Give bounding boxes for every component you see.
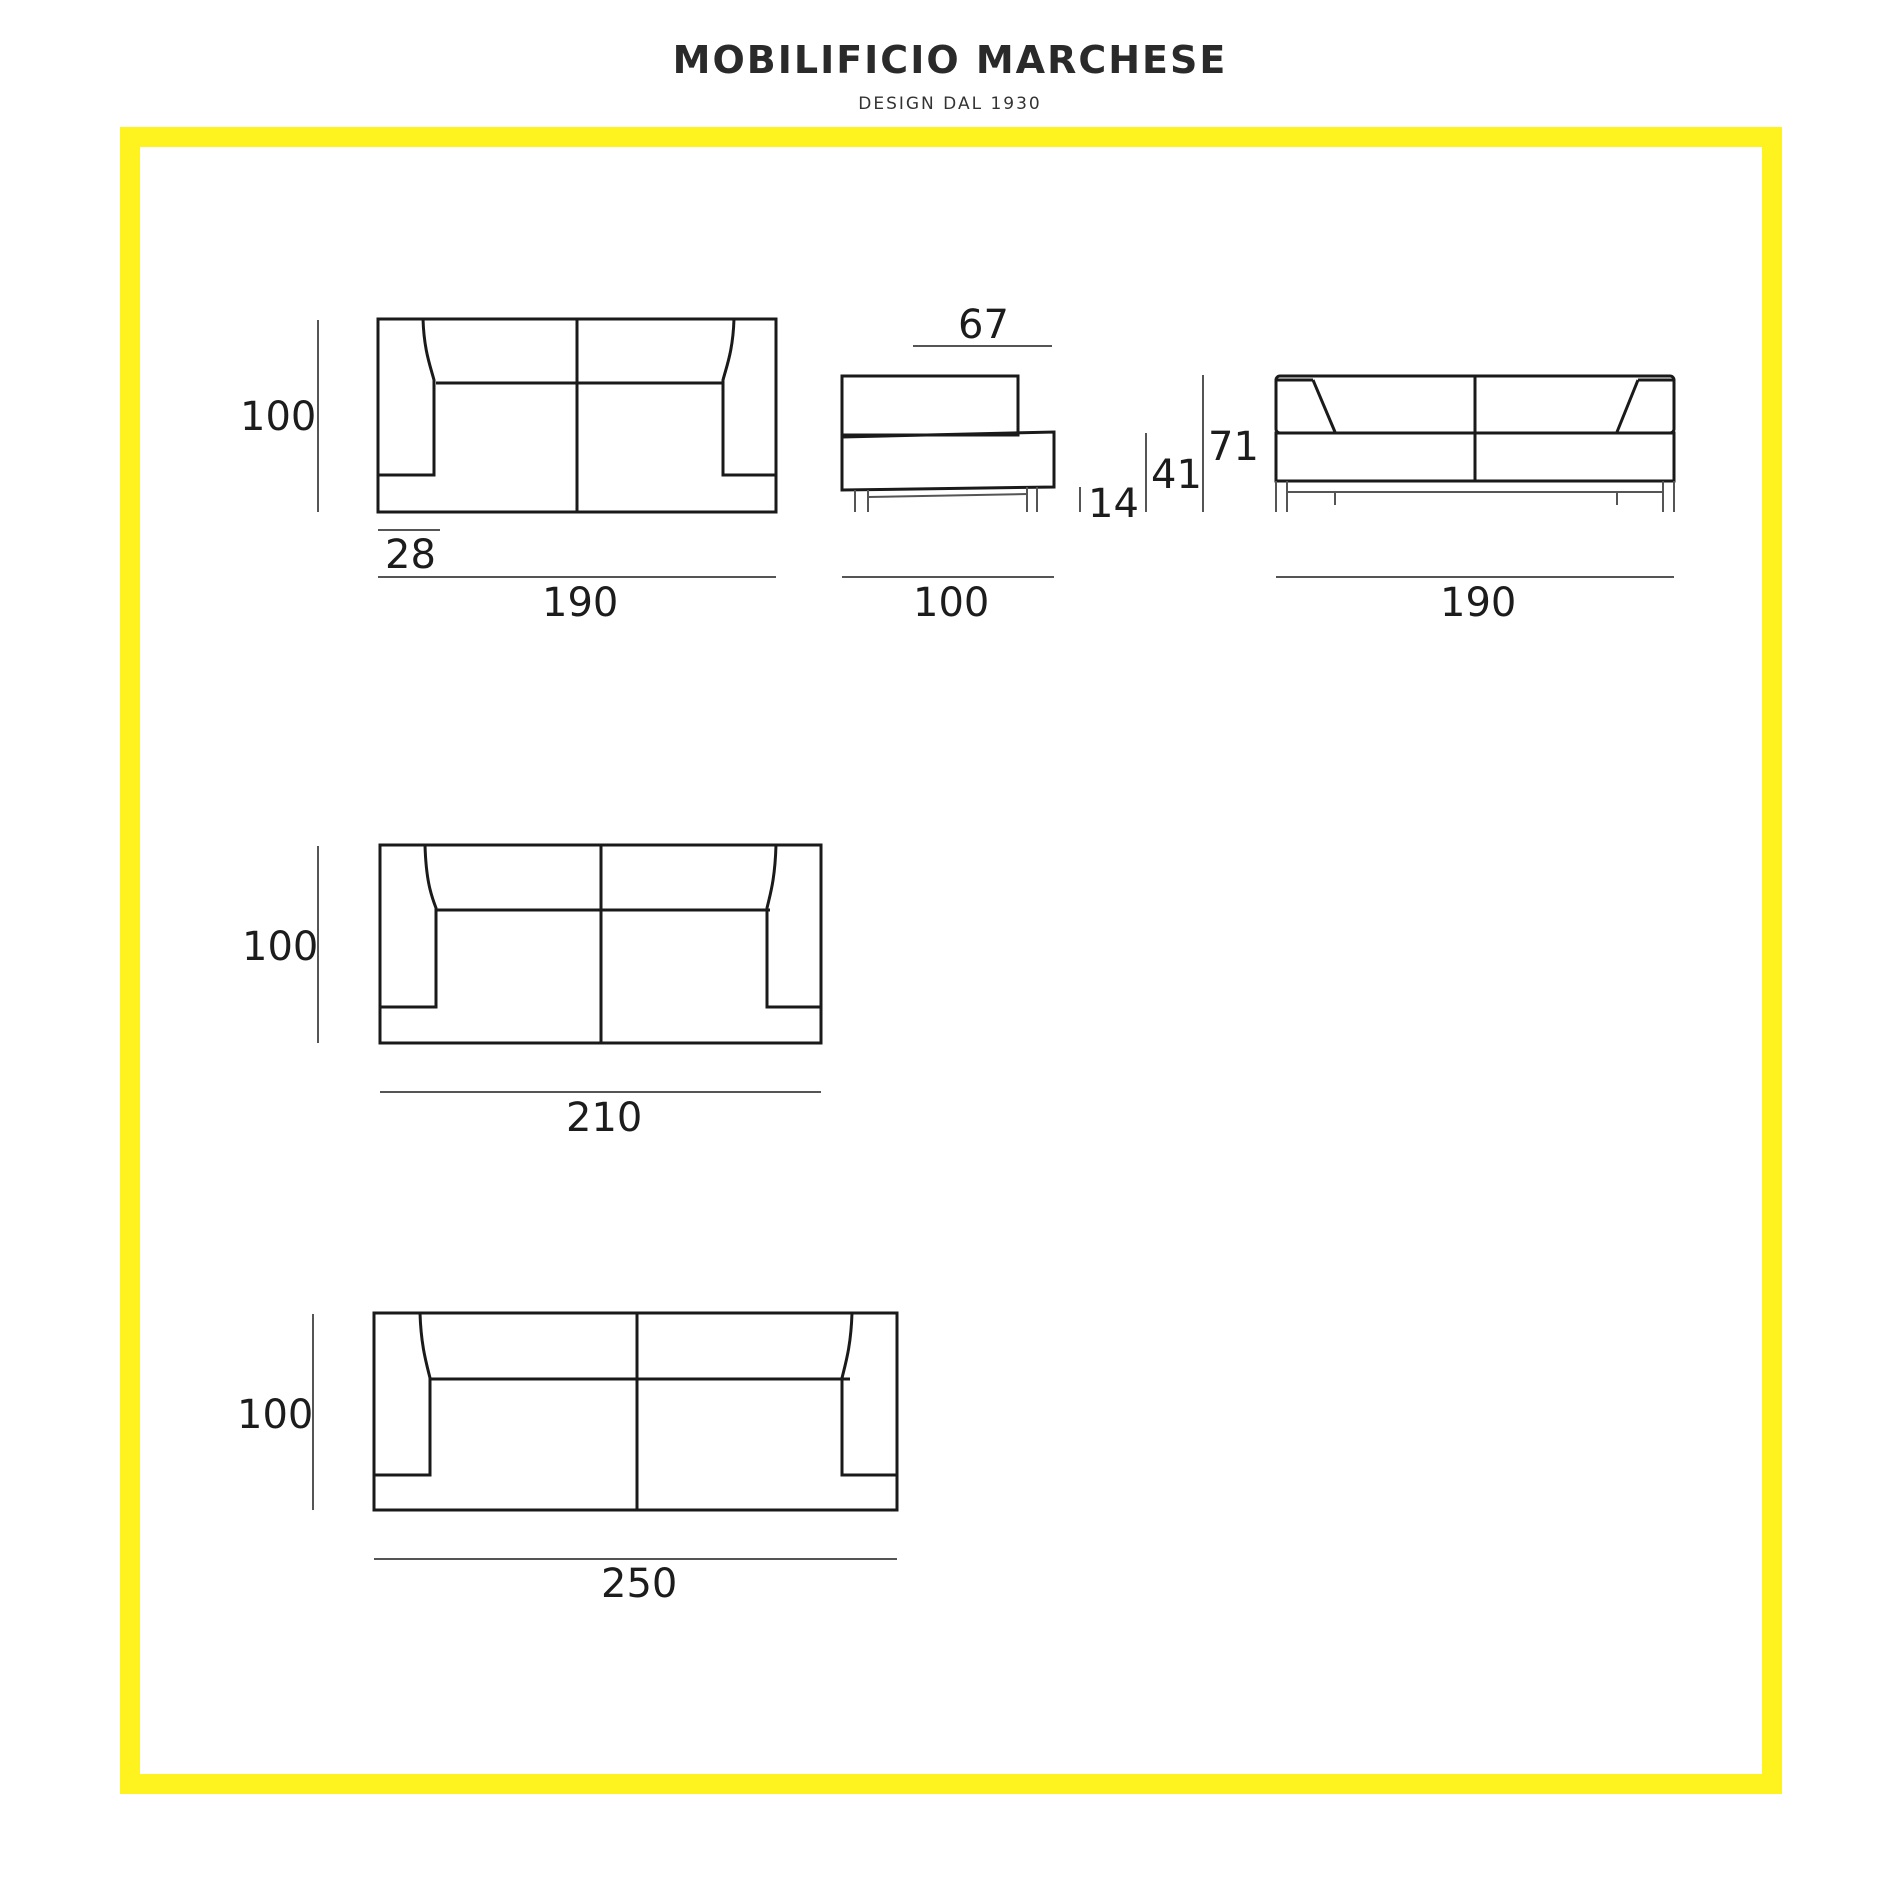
- front-view-190: [1276, 376, 1674, 626]
- side-view: [842, 302, 1259, 626]
- brand-tagline: DESIGN DAL 1930: [858, 94, 1042, 114]
- dim-side-depth-label: 100: [913, 580, 990, 626]
- yellow-frame: [130, 137, 1772, 1784]
- dim-250-width-label: 250: [601, 1561, 678, 1607]
- dim-210-depth-label: 100: [242, 924, 319, 970]
- dim-seat-height-label: 41: [1151, 452, 1202, 498]
- dim-210-width-label: 210: [566, 1095, 643, 1141]
- dim-arm-label: 28: [385, 532, 436, 578]
- dim-total-height-label: 71: [1208, 424, 1259, 470]
- top-view-210: [242, 845, 821, 1141]
- top-view-190: [240, 319, 776, 626]
- dim-seat-depth-label: 67: [958, 302, 1009, 348]
- dim-250-depth-label: 100: [237, 1392, 314, 1438]
- top-view-250: [237, 1313, 897, 1607]
- brand-name: MOBILIFICIO MARCHESE: [672, 38, 1228, 82]
- dim-width-label: 190: [542, 580, 619, 626]
- dim-front-width-label: 190: [1440, 580, 1517, 626]
- dim-depth-label: 100: [240, 394, 317, 440]
- dim-leg-height-label: 14: [1088, 481, 1139, 527]
